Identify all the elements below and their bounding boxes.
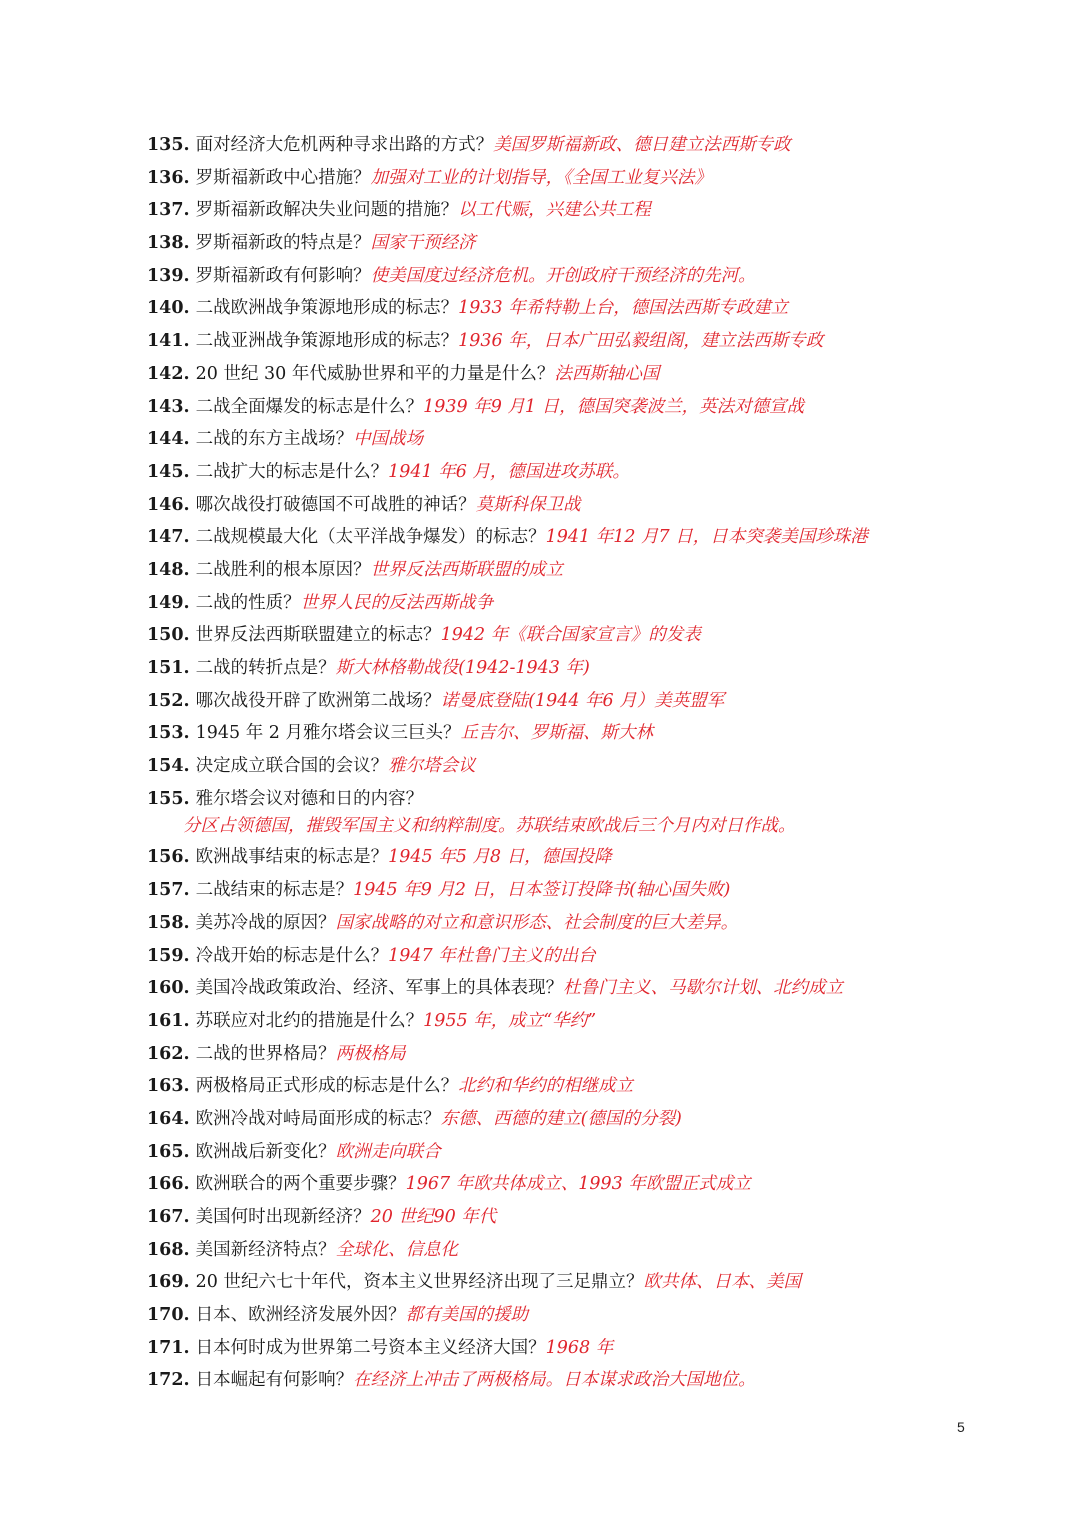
qa-item <box>147 489 1047 522</box>
item-number: 152. <box>147 690 190 711</box>
item-number: 148. <box>147 559 190 580</box>
answer-text: 欧共体、日本、美国 <box>643 1272 801 1293</box>
question-text: 20 世纪 30 年代威胁世界和平的力量是什么？ <box>195 363 555 384</box>
item-number: 154. <box>147 756 190 777</box>
qa-item <box>147 521 1047 554</box>
question-text: 二战的东方主战场？ <box>195 429 354 450</box>
item-number: 135. <box>147 135 190 155</box>
item-number: 151. <box>147 658 190 678</box>
question-text: 欧洲联合的两个重要步骤？ <box>195 1174 406 1195</box>
answer-text: 中国战场 <box>353 429 424 450</box>
qa-item <box>147 391 1047 424</box>
answer-text: 都有美国的援助 <box>405 1305 529 1326</box>
qa-item <box>147 260 1047 293</box>
qa-item <box>147 972 1047 1005</box>
item-number: 165. <box>147 1141 190 1162</box>
answer-text: 北约和华约的相继成立 <box>458 1076 634 1097</box>
question-text: 日本崛起有何影响？ <box>195 1370 354 1391</box>
answer-text: 丘吉尔、罗斯福、斯大林 <box>460 723 653 744</box>
question-text: 美国冷战政策政治、经济、军事上的具体表现？ <box>195 978 564 999</box>
qa-item <box>147 587 1047 620</box>
question-text: 二战欧洲战争策源地形成的标志？ <box>195 298 459 319</box>
item-number: 168. <box>147 1239 190 1260</box>
question-text: 二战规模最大化（太平洋战争爆发）的标志？ <box>195 527 546 548</box>
question-text: 1945 年 2 月雅尔塔会议三巨头？ <box>195 723 461 744</box>
question-text: 雅尔塔会议对德和日的内容？ <box>195 788 424 809</box>
answer-text: 全球化、信息化 <box>335 1239 459 1260</box>
question-text: 两极格局正式形成的标志是什么？ <box>195 1076 459 1097</box>
question-text: 罗斯福新政中心措施？ <box>195 167 371 188</box>
question-text: 美国新经济特点？ <box>195 1239 336 1260</box>
qa-item <box>147 1070 1047 1103</box>
item-number: 167. <box>147 1207 190 1227</box>
qa-item <box>147 162 1047 195</box>
qa-item <box>147 940 1047 973</box>
answer-text: 雅尔塔会议 <box>388 756 476 777</box>
item-number: 136. <box>147 167 190 188</box>
answer-text: 以工代赈，兴建公共工程 <box>458 200 651 221</box>
question-text: 哪次战役开辟了欧洲第二战场？ <box>195 690 441 711</box>
answer-text: 世界人民的反法西斯战争 <box>300 592 494 613</box>
question-text: 面对经济大危机两种寻求出路的方式？ <box>195 135 494 155</box>
question-text: 欧洲冷战对峙局面形成的标志？ <box>195 1108 441 1129</box>
qa-item <box>147 1038 1047 1071</box>
question-text: 美国何时出现新经济？ <box>195 1207 371 1227</box>
question-text: 罗斯福新政有何影响？ <box>195 265 371 286</box>
question-text: 决定成立联合国的会议？ <box>195 756 389 777</box>
item-number: 147. <box>147 527 190 548</box>
qa-item <box>147 129 1047 162</box>
answer-text: 1939 年9 月1 日，德国突袭波兰，英法对德宣战 <box>423 396 805 417</box>
answer-text: 1967 年欧共体成立、1993 年欧盟正式成立 <box>405 1174 751 1195</box>
answer-text: 加强对工业的计划指导，《全国工业复兴法》 <box>370 167 712 188</box>
question-text: 罗斯福新政解决失业问题的措施？ <box>195 200 459 221</box>
question-text: 二战结束的标志是？ <box>195 880 354 901</box>
answer-text: 世界反法西斯联盟的成立 <box>370 559 564 580</box>
item-number: 145. <box>147 461 190 482</box>
question-text: 日本何时成为世界第二号资本主义经济大国？ <box>195 1337 546 1358</box>
answer-text: 国家干预经济 <box>370 233 476 254</box>
question-text: 哪次战役打破德国不可战胜的神话？ <box>195 494 476 515</box>
qa-item <box>147 292 1047 325</box>
item-number: 139. <box>147 265 190 286</box>
answer-text: 1941 年12 月7 日，日本突袭美国珍珠港 <box>545 527 868 548</box>
qa-item <box>147 685 1047 718</box>
question-text: 二战的性质？ <box>195 592 301 613</box>
item-number: 158. <box>147 912 190 933</box>
qa-item <box>147 619 1047 652</box>
answer-text: 1947 年杜鲁门主义的出台 <box>388 945 596 966</box>
answer-text: 斯大林格勒战役(1942-1943 年) <box>335 658 590 678</box>
answer-text: 东德、西德的建立(德国的分裂) <box>440 1108 682 1129</box>
answer-text: 1942 年《联合国家宣言》的发表 <box>440 625 701 646</box>
question-text: 美苏冷战的原因？ <box>195 912 336 933</box>
item-number: 144. <box>147 429 190 450</box>
question-text: 世界反法西斯联盟建立的标志？ <box>195 625 441 646</box>
question-text: 二战的世界格局？ <box>195 1043 336 1064</box>
item-number: 157. <box>147 880 190 901</box>
qa-item <box>147 750 1047 783</box>
qa-item <box>147 227 1047 260</box>
question-text: 二战胜利的根本原因？ <box>195 559 371 580</box>
answer-text: 1968 年 <box>545 1337 614 1358</box>
item-number: 140. <box>147 298 190 319</box>
answer-text: 美国罗斯福新政、德日建立法西斯专政 <box>493 135 791 155</box>
item-number: 164. <box>147 1108 190 1129</box>
answer-text: 1941 年6 月，德国进攻苏联。 <box>388 461 630 482</box>
qa-item <box>147 325 1047 358</box>
qa-item <box>147 783 1047 842</box>
qa-item <box>147 1168 1047 1201</box>
qa-item <box>147 456 1047 489</box>
answer-text: 欧洲走向联合 <box>335 1141 441 1162</box>
item-number: 153. <box>147 723 190 744</box>
item-number: 172. <box>147 1370 190 1391</box>
answer-text: 两极格局 <box>335 1043 406 1064</box>
item-number: 166. <box>147 1174 190 1195</box>
qa-item <box>147 423 1047 456</box>
item-number: 150. <box>147 625 190 646</box>
answer-text: 1955 年，成立“华约” <box>423 1010 597 1031</box>
answer-text: 1945 年5 月8 日，德国投降 <box>388 847 612 868</box>
item-number: 171. <box>147 1337 190 1358</box>
item-number: 146. <box>147 494 190 515</box>
qa-item <box>147 1234 1047 1267</box>
qa-item <box>147 907 1047 940</box>
item-number: 161. <box>147 1010 190 1031</box>
answer-text: 杜鲁门主义、马歇尔计划、北约成立 <box>563 978 844 999</box>
qa-item <box>147 1332 1047 1365</box>
answer-text: 国家战略的对立和意识形态、社会制度的巨大差异。 <box>335 912 739 933</box>
item-number: 162. <box>147 1043 190 1064</box>
question-text: 苏联应对北约的措施是什么？ <box>195 1010 424 1031</box>
question-text: 二战扩大的标志是什么？ <box>195 461 389 482</box>
qa-list <box>147 129 1047 1397</box>
item-number: 141. <box>147 331 190 352</box>
item-number: 138. <box>147 233 190 254</box>
qa-item <box>147 652 1047 685</box>
qa-item <box>147 717 1047 750</box>
answer-text: 1945 年9 月2 日，日本签订投降书(轴心国失败) <box>353 880 731 901</box>
item-number: 170. <box>147 1305 190 1326</box>
question-text: 20 世纪六七十年代，资本主义世界经济出现了三足鼎立？ <box>195 1272 644 1293</box>
question-text: 冷战开始的标志是什么？ <box>195 945 389 966</box>
qa-item <box>147 841 1047 874</box>
qa-item <box>147 1005 1047 1038</box>
item-number: 155. <box>147 788 190 809</box>
answer-text: 在经济上冲击了两极格局。日本谋求政治大国地位。 <box>353 1370 756 1391</box>
qa-item <box>147 1266 1047 1299</box>
item-number: 143. <box>147 396 190 417</box>
item-number: 163. <box>147 1076 190 1097</box>
qa-item <box>147 1103 1047 1136</box>
question-text: 二战亚洲战争策源地形成的标志？ <box>195 331 459 352</box>
answer-text: 分区占领德国，摧毁军国主义和纳粹制度。苏联结束欧战后三个月内对日作战。 <box>183 816 796 837</box>
qa-item <box>147 1201 1047 1234</box>
answer-text: 20 世纪90 年代 <box>370 1207 497 1227</box>
answer-text: 1933 年希特勒上台，德国法西斯专政建立 <box>458 298 789 319</box>
qa-item <box>147 1299 1047 1332</box>
answer-text: 莫斯科保卫战 <box>475 494 581 515</box>
qa-item <box>147 554 1047 587</box>
question-text: 二战的转折点是？ <box>195 658 336 678</box>
answer-text: 诺曼底登陆(1944 年6 月）美英盟军 <box>440 690 725 711</box>
item-number: 160. <box>147 978 190 999</box>
question-text: 日本、欧洲经济发展外因？ <box>195 1305 406 1326</box>
answer-text: 使美国度过经济危机。开创政府干预经济的先河。 <box>370 265 756 286</box>
answer-text: 1936 年，日本广田弘毅组阁，建立法西斯专政 <box>458 331 824 352</box>
page-number: 5 <box>957 1419 965 1435</box>
qa-item <box>147 1364 1047 1397</box>
item-number: 137. <box>147 200 190 221</box>
item-number: 149. <box>147 592 190 613</box>
question-text: 二战全面爆发的标志是什么？ <box>195 396 424 417</box>
item-number: 169. <box>147 1272 190 1293</box>
item-number: 142. <box>147 363 190 384</box>
qa-item <box>147 358 1047 391</box>
item-number: 159. <box>147 945 190 966</box>
question-text: 欧洲战后新变化？ <box>195 1141 336 1162</box>
qa-item <box>147 874 1047 907</box>
answer-text: 法西斯轴心国 <box>554 363 660 384</box>
item-number: 156. <box>147 847 190 868</box>
qa-item <box>147 1136 1047 1169</box>
question-text: 罗斯福新政的特点是？ <box>195 233 371 254</box>
question-text: 欧洲战事结束的标志是？ <box>195 847 389 868</box>
qa-item <box>147 194 1047 227</box>
